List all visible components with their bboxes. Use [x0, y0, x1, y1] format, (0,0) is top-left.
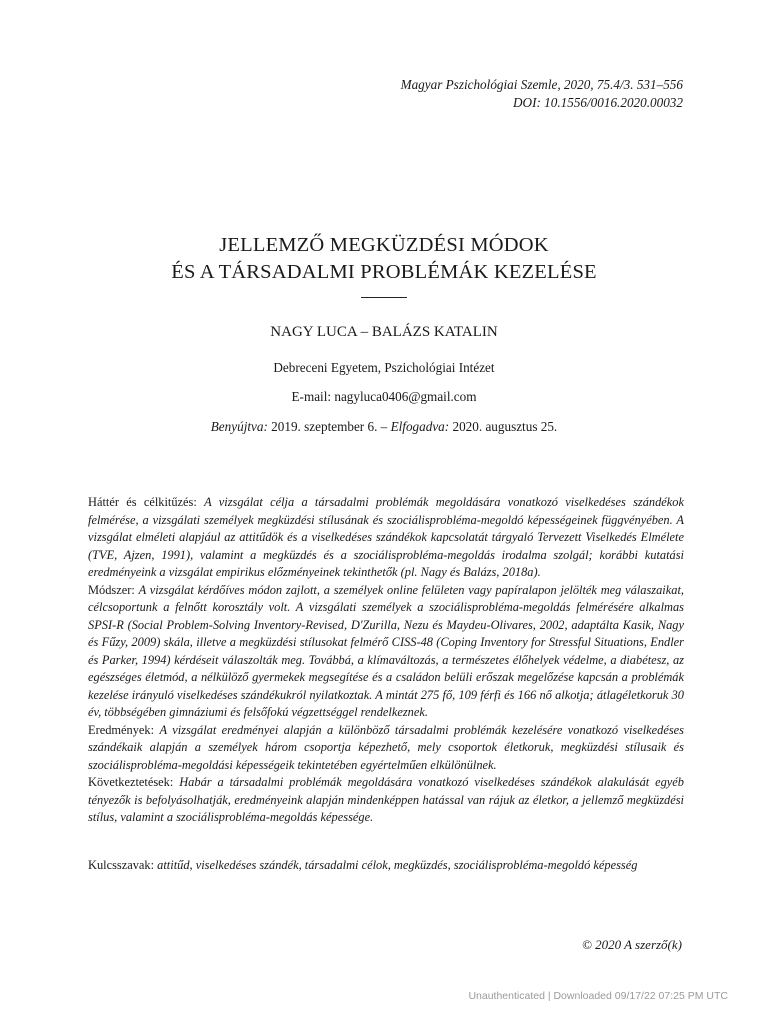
abstract-method — [88, 582, 684, 722]
title-line-1: JELLEMZŐ MEGKÜZDÉSI MÓDOK — [219, 234, 549, 256]
keywords-label: Kulcsszavak: — [88, 858, 155, 872]
keywords — [88, 858, 688, 873]
authors: NAGY LUCA – BALÁZS KATALIN — [270, 324, 498, 340]
submitted-date: 2019. szeptember 6. — [271, 419, 378, 434]
journal-doi[interactable]: DOI: 10.1556/0016.2020.00032 — [513, 95, 683, 110]
article-title — [0, 232, 768, 286]
accepted-label: Elfogadva: — [390, 419, 450, 434]
abstract-text: Habár a társadalmi problémák megoldására vonatkozó viselkedéses szándékok alakulását egyéb tényezők is befolyásolhatják, eredményeink alapján mindenképpen hatással van rájuk az életkor, a jellemző megküzdési stílus, valamint a szociálisprobléma-megoldás képessége. — [88, 775, 684, 824]
abstract-text: A vizsgálat célja a társadalmi problémák megoldására vonatkozó viselkedéses szándékok felmérése, a vizsgálati személyek megküzdési stílusának és szociálisprobléma-megoldó képességeinek függvényében. A vizsgálat elméleti alapjául az attitűdök és a viselkedéses szándékok kapcsolatát tárgyaló Tervezett Viselkedés Elmélete (TVE, Ajzen, 1991), valamint a megküzdés és a szociálisprobléma-megoldás irodalma szolgál; korábbi kutatási eredményeink a vizsgálat empirikus előzményeinek tekinthetők (pl. Nagy és Balázs, 2018a). — [88, 495, 684, 579]
author-email[interactable]: E-mail: nagyluca0406@gmail.com — [291, 389, 477, 404]
submission-dates — [0, 419, 768, 435]
submitted-label: Benyújtva: — [210, 419, 268, 434]
abstract-text: A vizsgálat kérdőíves módon zajlott, a személyek online felületen vagy papíralapon jelölték meg válaszaikat, célcsoportunk a felnőtt korosztály volt. A vizsgálati személyek a szociálisprobléma-megoldás felmérésére alkalmas SPSI-R (Social Problem-Solving Inventory-Revised, D'Zurilla, Nezu és Maydeu-Olivares, 2002, adaptálta Kasik, Nagy és Fűzy, 2009) skála, illetve a megküzdési stílusokat felmérő CISS-48 (Coping Inventory for Stressful Situations, Endler és Parker, 1994) kérdéseit válaszolták meg. Továbbá, a klímaváltozás, a természetes élőhelyek védelme, a diabétesz, az egészséges életmód, a nélkülöző gyermekek megsegítése és a családon belüli erőszak megelőzése kapcsán a problémák kezelése irányuló viselkedéses szándékukról nyilatkoztak. A mintát 275 fő, 109 férfi és 166 nő alkotja; átlagéletkoruk 30 év, többségében gimnáziumi és felsőfokú végzettséggel rendelkeznek. — [88, 582, 684, 719]
copyright-notice: © 2020 A szerző(k) — [581, 937, 682, 952]
journal-header — [401, 76, 683, 112]
title-line-2: ÉS A TÁRSADALMI PROBLÉMÁK KEZELÉSE — [171, 261, 597, 283]
abstract-background — [88, 494, 684, 582]
journal-citation: Magyar Pszichológiai Szemle, 2020, 75.4/3. 531–556 — [400, 77, 683, 92]
abstract-conclusions — [88, 774, 684, 827]
abstract-label: Eredmények: — [88, 722, 155, 737]
abstract-text: A vizsgálat eredményei alapján a különböző társadalmi problémák kezelésére vonatkozó viselkedéses szándékaik alapján a személyek három csoportja képezhető, mely csoportok életkoruk, megküzdési stílusaik és szociálisprobléma-megoldási képességeik tekintetében egyértelműen elkülönülnek. — [88, 722, 684, 772]
keywords-text: attitűd, viselkedéses szándék, társadalmi célok, megküzdés, szociálisprobléma-megoldó képesség — [157, 858, 638, 872]
date-separator: – — [380, 419, 388, 434]
abstract-label: Háttér és célkitűzés: — [88, 495, 197, 509]
accepted-date: 2020. augusztus 25. — [452, 419, 558, 434]
download-footer: Unauthenticated | Downloaded 09/17/22 07:25 PM UTC — [468, 990, 728, 1002]
affiliation: Debreceni Egyetem, Pszichológiai Intézet — [273, 360, 495, 375]
abstract — [88, 494, 684, 827]
abstract-label: Következtetések: — [88, 775, 174, 789]
title-divider — [361, 297, 407, 298]
abstract-label: Módszer: — [88, 582, 135, 597]
abstract-results — [88, 722, 684, 775]
